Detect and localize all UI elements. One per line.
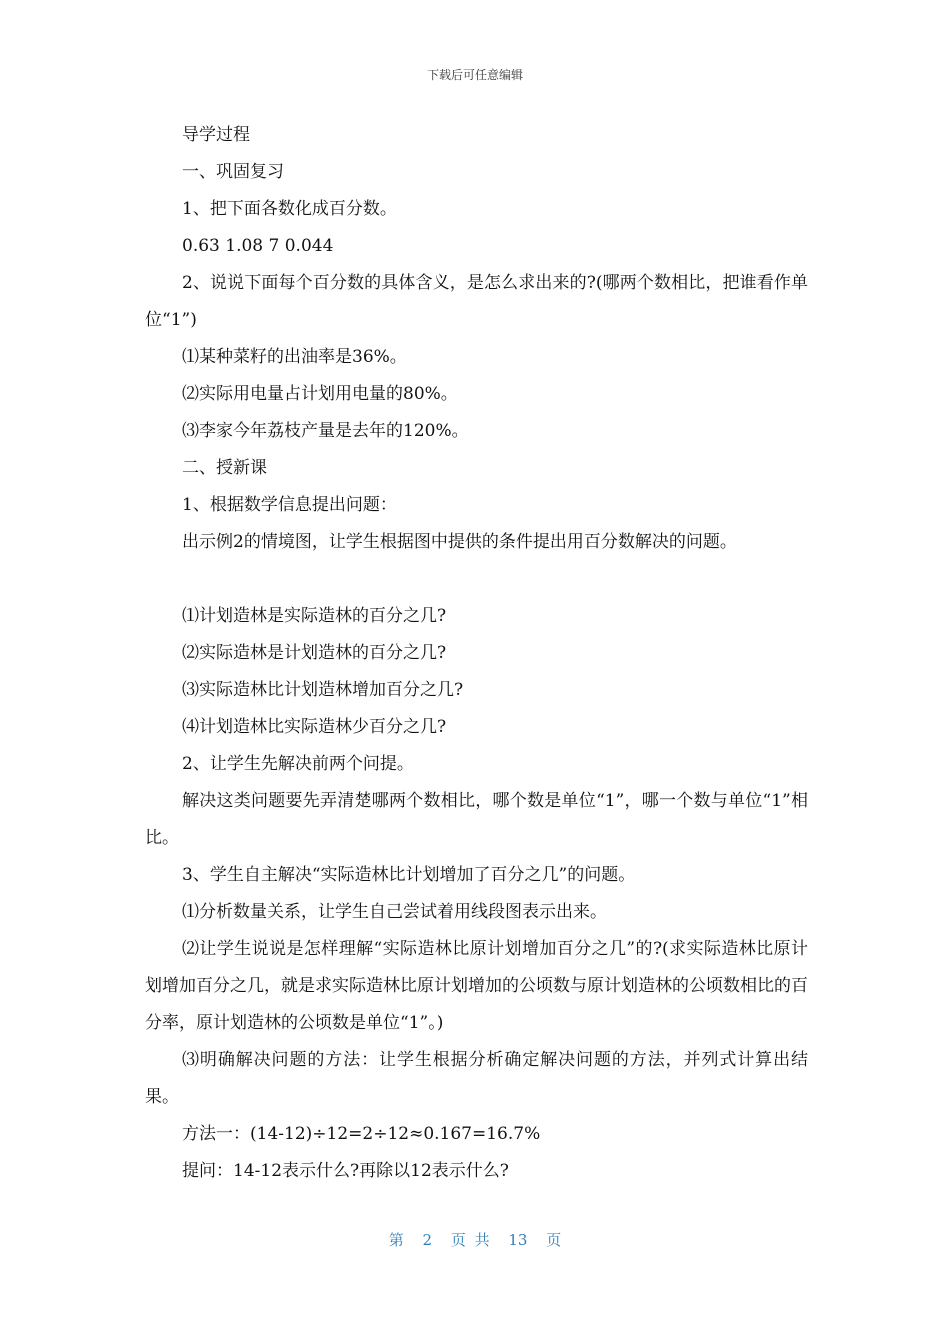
footer-suffix: 页	[546, 1231, 562, 1249]
paragraph: 方法一：(14-12)÷12=2÷12≈0.167=16.7%	[182, 1124, 541, 1144]
paragraph: 2、说说下面每个百分数的具体含义，是怎么求出来的?(哪两个数相比，把谁看作单位“1”)	[145, 273, 808, 330]
paragraph: 0.63 1.08 7 0.044	[182, 236, 334, 256]
section-heading: 一、巩固复习	[182, 162, 284, 182]
footer-mid: 页 共	[450, 1231, 490, 1249]
blank-line	[145, 561, 808, 598]
section-title: 导学过程	[182, 125, 250, 145]
paragraph: ⑷计划造林比实际造林少百分之几?	[182, 717, 447, 737]
paragraph: 提问：14-12表示什么?再除以12表示什么?	[182, 1161, 509, 1181]
document-body	[145, 117, 808, 1190]
footer-prefix: 第	[388, 1231, 404, 1249]
paragraph: ⑵实际造林是计划造林的百分之几?	[182, 643, 447, 663]
paragraph: 1、把下面各数化成百分数。	[182, 199, 397, 219]
paragraph: ⑴计划造林是实际造林的百分之几?	[182, 606, 447, 626]
paragraph: 2、让学生先解决前两个问提。	[182, 754, 414, 774]
paragraph: ⑴某种菜籽的出油率是36%。	[182, 347, 407, 367]
paragraph: 1、根据数学信息提出问题：	[182, 495, 397, 515]
paragraph: ⑴分析数量关系，让学生自己尝试着用线段图表示出来。	[182, 902, 607, 922]
paragraph: ⑵让学生说说是怎样理解“实际造林比原计划增加百分之几”的?(求实际造林比原计划增加百分之几，就是求实际造林比原计划增加的公顷数与原计划造林的公顷数相比的百分率，原计划造林的公顷数是单位“1”。)	[145, 939, 808, 1033]
page-header: 下载后可任意编辑	[426, 68, 523, 82]
paragraph: 解决这类问题要先弄清楚哪两个数相比，哪个数是单位“1”，哪一个数与单位“1”相比。	[145, 791, 808, 848]
paragraph: 出示例2的情境图，让学生根据图中提供的条件提出用百分数解决的问题。	[182, 532, 737, 552]
paragraph: ⑶实际造林比计划造林增加百分之几?	[182, 680, 464, 700]
section-heading: 二、授新课	[182, 458, 267, 478]
paragraph: ⑶明确解决问题的方法：让学生根据分析确定解决问题的方法，并列式计算出结果。	[145, 1050, 808, 1107]
paragraph: 3、学生自主解决“实际造林比计划增加了百分之几”的问题。	[182, 865, 636, 885]
paragraph: ⑶李家今年荔枝产量是去年的120%。	[182, 421, 469, 441]
footer-total-pages: 13	[508, 1231, 528, 1249]
footer-page-number: 2	[422, 1231, 433, 1249]
paragraph: ⑵实际用电量占计划用电量的80%。	[182, 384, 458, 404]
page-footer	[0, 1229, 950, 1250]
